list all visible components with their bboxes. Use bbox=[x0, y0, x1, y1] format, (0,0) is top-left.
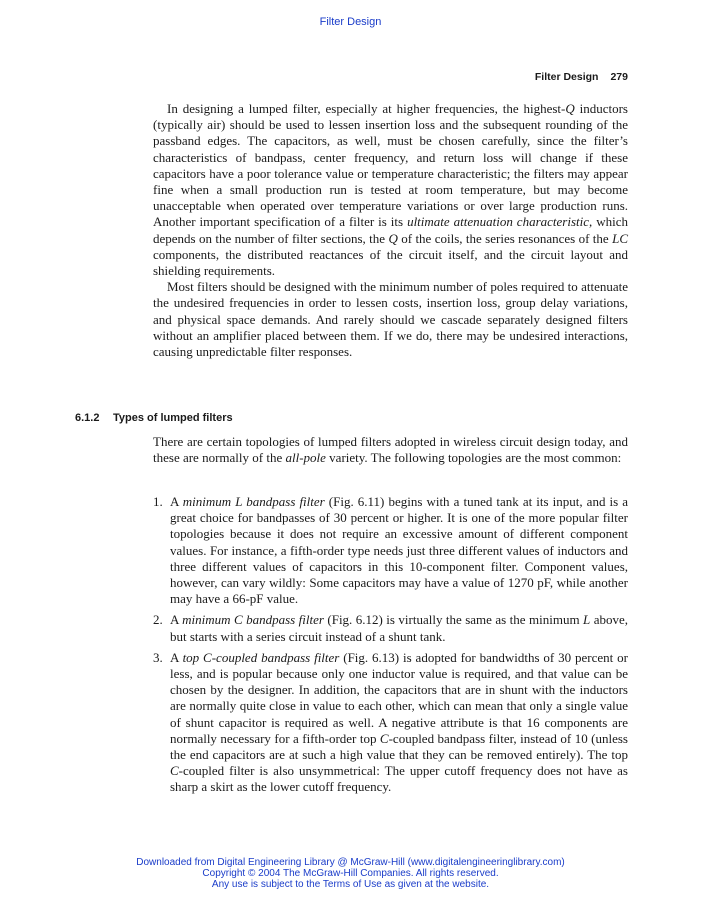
running-head bbox=[535, 71, 628, 83]
list-number: 1. bbox=[153, 494, 163, 509]
list-item: 1. A minimum L bandpass filter (Fig. 6.11) begins with a tuned tank at its input, and is a great choice for bandpasses of 30 percent or higher. It is one of the more popular filter topologies because it does not require an excessive amount of different component values. For instance, a fifth-order type needs just three different values of inductors and three different values of capacitors in this 10-component filter. Component values, however, can vary wildly: Some capacitors may have a value of 1270 pF, while another may have a 66-pF value. bbox=[153, 494, 629, 607]
section-number: 6.1.2 bbox=[75, 412, 100, 424]
footer bbox=[0, 857, 701, 890]
body-text bbox=[153, 101, 628, 360]
paragraph: Most filters should be designed with the minimum number of poles required to attenuate the undesired frequencies in order to lessen costs, insertion loss, group delay variations, and physical space demands. And rarely should we cascade separately designed filters without an amplifier placed between them. If we do, there may be undesired interactions, causing unpredictable filter responses. bbox=[153, 279, 628, 360]
footer-copyright: Copyright © 2004 The McGraw-Hill Companies. All rights reserved. bbox=[202, 868, 499, 879]
footer-download-link[interactable]: Downloaded from Digital Engineering Library @ McGraw-Hill (www.digitalengineeringlibrary.com) bbox=[136, 857, 565, 868]
list-item: 3. A top C-coupled bandpass filter (Fig. 6.13) is adopted for bandwidths of 30 percent or less, and is popular because only one inductor value is required, and that value can be chosen by the designer. In addition, the capacitors that are in shunt with the inductors are normally quite close in value to each other, which can mean that only a single value of shunt capacitor is required as well. A negative attribute is that 16 components are normally necessary for a fifth-order top C-coupled bandpass filter, instead of 10 (unless the end capacitors are at such a high value that they can be removed entirely). The top C-coupled filter is also unsymmetrical: The upper cutoff frequency does not have as sharp a skirt as the lower cutoff frequency. bbox=[153, 649, 628, 795]
paragraph: In designing a lumped filter, especially at higher frequencies, the highest-Q inductors (typically air) should be used to lessen insertion loss and the subsequent rounding of the passband edges. The capacitors, as well, must be chosen carefully, since the filter’s characteristics of bandpass, center frequency, and return loss will change if these capacitors have a poor tolerance value or temperature characteristic; the filters may appear fine when a small production run is tested at room temperature, but may become unacceptable when operated over temperature variations or over large production runs. Another important specification of a filter is its ultimate attenuation characteristic, which depends on the number of filter sections, the Q of the coils, the series resonances of the LC components, the distributed reactances of the circuit itself, and the circuit layout and shielding requirements. bbox=[153, 101, 628, 279]
footer-terms[interactable]: Any use is subject to the Terms of Use as given at the website. bbox=[211, 879, 490, 890]
page-number: 279 bbox=[610, 71, 628, 83]
section-heading bbox=[75, 412, 233, 424]
list-number: 2. bbox=[153, 612, 163, 628]
intro-text bbox=[153, 434, 628, 466]
running-head-title: Filter Design bbox=[534, 71, 599, 83]
list-number: 3. bbox=[153, 649, 163, 665]
top-link[interactable]: Filter Design bbox=[319, 16, 382, 28]
section-title: Types of lumped filters bbox=[113, 412, 233, 424]
topology-list bbox=[153, 494, 628, 801]
paragraph: There are certain topologies of lumped filters adopted in wireless circuit design today, and these are normally of the all-pole variety. The following topologies are the most common: bbox=[153, 434, 628, 466]
list-item: 2. A minimum C bandpass filter (Fig. 6.12) is virtually the same as the minimum L above, but starts with a series circuit instead of a shunt tank. bbox=[153, 612, 628, 644]
